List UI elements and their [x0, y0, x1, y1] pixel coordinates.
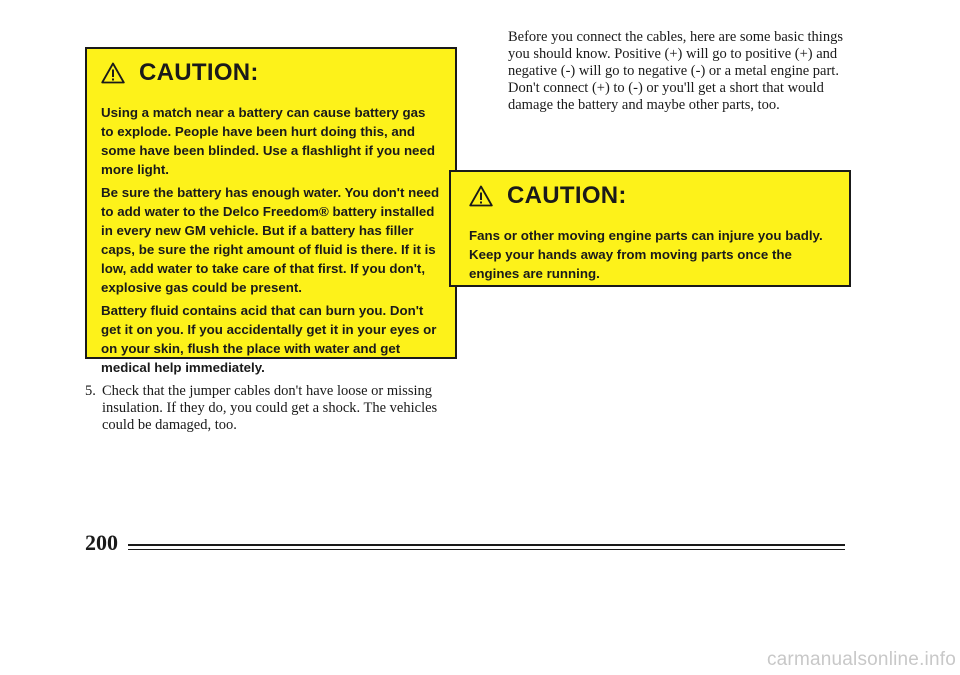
caution-box-battery	[85, 47, 457, 375]
step-number: 5.	[85, 383, 96, 399]
warning-triangle-icon	[469, 185, 493, 207]
caution-header	[469, 182, 835, 210]
step-5	[85, 383, 465, 434]
caution-paragraph-match: Using a match near a battery can cause battery gas to explode. People have been hurt doing this, and some have been blinded. Use a flashlight if you need more light.	[101, 105, 435, 177]
step-text: Check that the jumper cables don't have loose or missing insulation. If they do, you could get a shock. The vehicles could be damaged, too.	[102, 383, 438, 433]
intro-paragraph: Before you connect the cables, here are some basic things you should know. Positive (+) will go to positive (+) and negative (-) will go to negative (-) or a metal engine part. Don't connect (+) to (-) or you'll get a short that would damage the battery and maybe other parts, too.	[508, 29, 843, 113]
caution-title: CAUTION:	[507, 182, 627, 209]
caution-paragraph-water: Be sure the battery has enough water. You don't need to add water to the Delco Freedom® battery installed in every new GM vehicle. But if a battery has filler caps, be sure the right amount of fluid is there. If it is low, add water to take care of that first. If you don't, explosive gas could be present.	[101, 185, 440, 295]
caution-box-fans	[449, 170, 851, 287]
caution-paragraph-fans: Fans or other moving engine parts can injure you badly. Keep your hands away from moving parts once the engines are running.	[469, 228, 823, 281]
footer-rule	[128, 549, 845, 550]
warning-triangle-icon	[101, 62, 125, 84]
watermark: carmanualsonline.info	[766, 649, 956, 670]
caution-title: CAUTION:	[139, 59, 259, 86]
caution-paragraph-acid: Battery fluid contains acid that can burn you. Don't get it on you. If you accidentally get it in your eyes or on your skin, flush the place with water and get medical help immediately.	[101, 303, 437, 375]
footer-rule	[128, 544, 845, 546]
caution-header	[101, 59, 441, 87]
page-number: 200	[85, 530, 118, 555]
